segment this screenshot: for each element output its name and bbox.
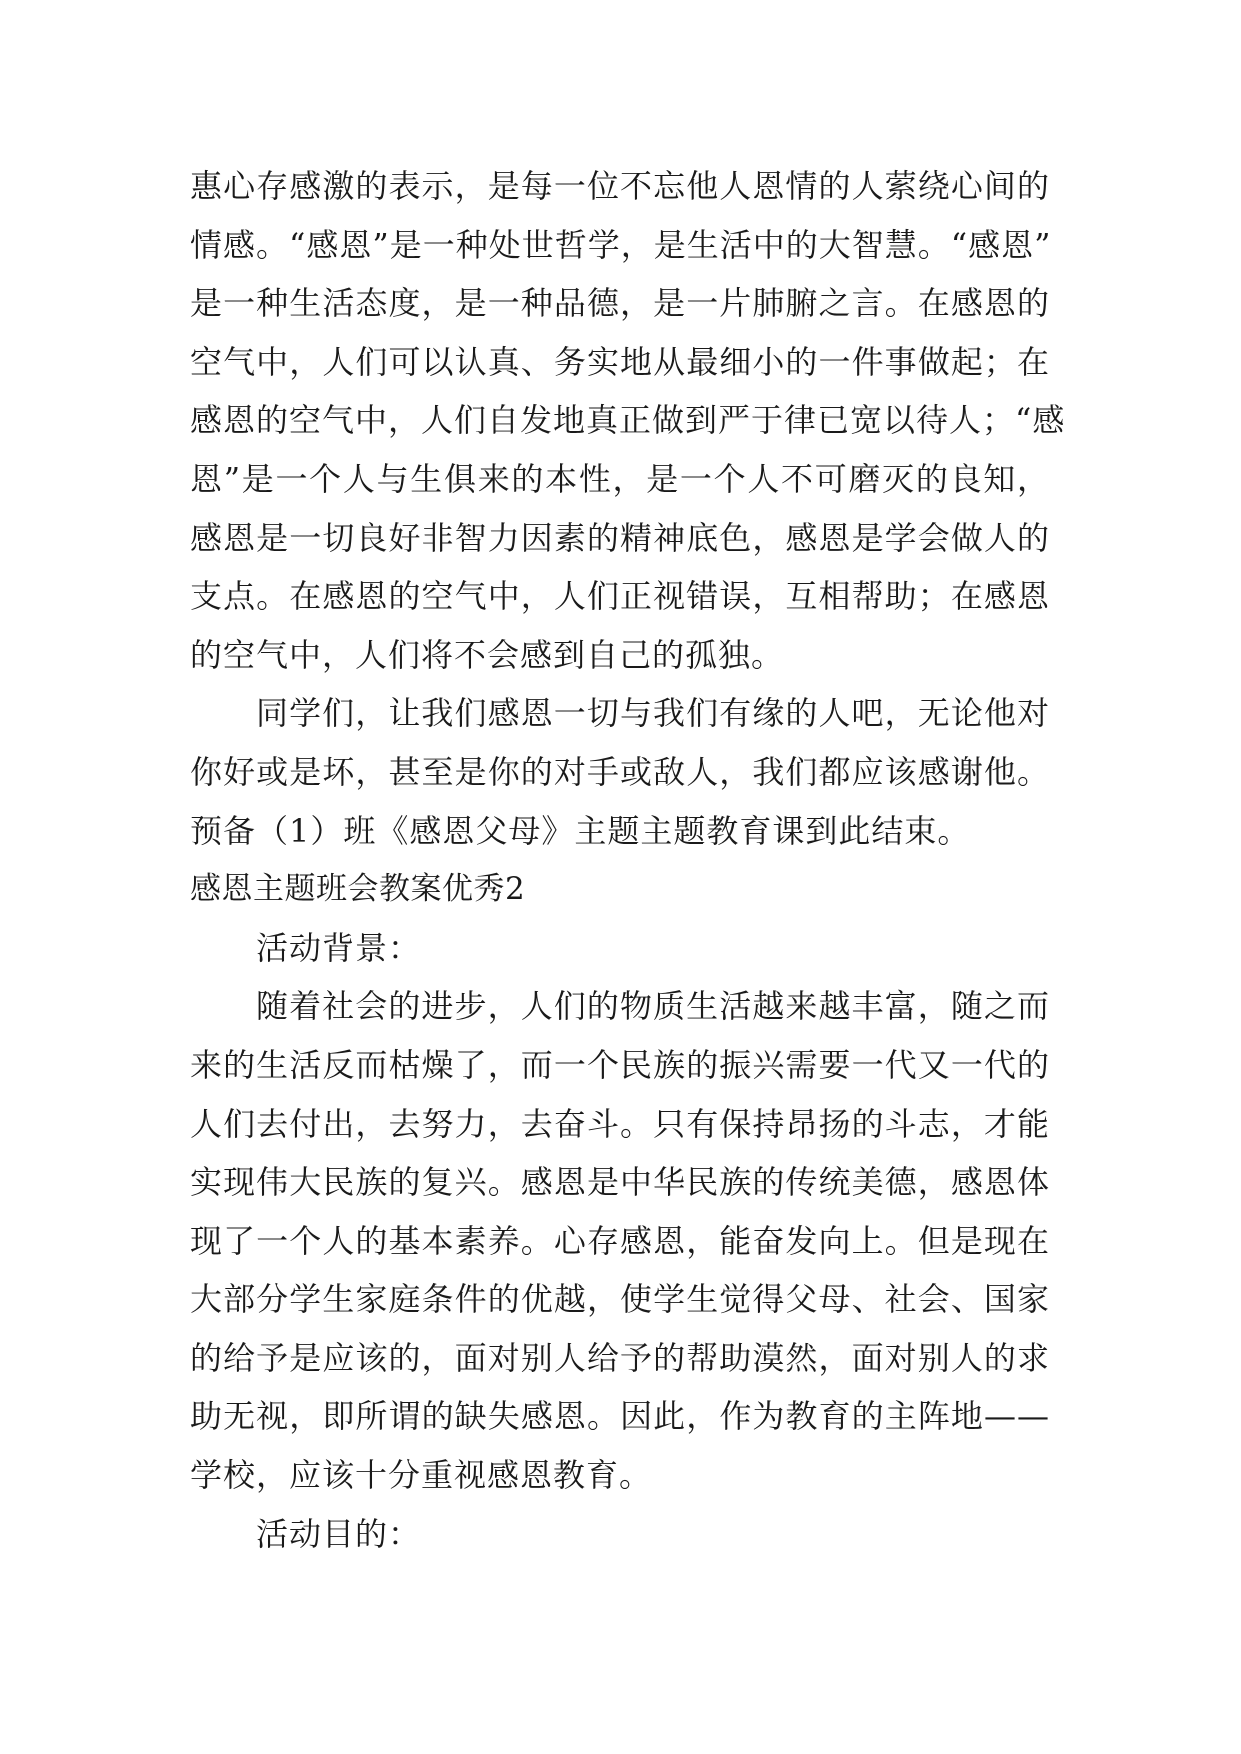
paragraph-line: 实现伟大民族的复兴。感恩是中华民族的传统美德，感恩体 <box>190 1163 1050 1202</box>
paragraph-line: 感恩是一切良好非智力因素的精神底色，感恩是学会做人的 <box>190 518 1050 557</box>
paragraph-line: 恩”是一个人与生俱来的本性，是一个人不可磨灭的良知， <box>190 459 1050 498</box>
paragraph-line: 人们去付出，去努力，去奋斗。只有保持昂扬的斗志，才能 <box>190 1104 1050 1143</box>
paragraph-line: 现了一个人的基本素养。心存感恩，能奋发向上。但是现在 <box>190 1221 1050 1260</box>
paragraph-line: 的空气中，人们将不会感到自己的孤独。 <box>190 635 785 674</box>
subheading-purpose: 活动目的： <box>256 1514 422 1553</box>
paragraph-line: 感恩的空气中，人们自发地真正做到严于律已宽以待人；“感 <box>190 401 1066 440</box>
paragraph-line: 支点。在感恩的空气中，人们正视错误，互相帮助；在感恩 <box>190 577 1050 616</box>
paragraph-line: 来的生活反而枯燥了，而一个民族的振兴需要一代又一代的 <box>190 1045 1050 1084</box>
paragraph-line: 是一种生活态度，是一种品德，是一片肺腑之言。在感恩的 <box>190 284 1050 323</box>
paragraph-line: 助无视，即所谓的缺失感恩。因此，作为教育的主阵地—— <box>190 1397 1050 1436</box>
paragraph-line: 惠心存感激的表示，是每一位不忘他人恩情的人萦绕心间的 <box>190 167 1050 205</box>
paragraph-line: 大部分学生家庭条件的优越，使学生觉得父母、社会、国家 <box>190 1280 1050 1319</box>
paragraph-line: 的给予是应该的，面对别人给予的帮助漠然，面对别人的求 <box>190 1338 1050 1377</box>
document-body <box>190 157 1066 1563</box>
paragraph-line: 随着社会的进步，人们的物质生活越来越丰富，随之而 <box>256 987 1050 1026</box>
subheading-background: 活动背景： <box>256 928 422 967</box>
paragraph-line: 你好或是坏，甚至是你的对手或敌人，我们都应该感谢他。 <box>190 752 1050 791</box>
paragraph-line: 情感。“感恩”是一种处世哲学，是生活中的大智慧。“感恩” <box>190 225 1052 264</box>
paragraph-line: 预备（1）班《感恩父母》主题主题教育课到此结束。 <box>190 811 971 850</box>
section-heading: 感恩主题班会教案优秀2 <box>190 871 526 908</box>
paragraph-line: 空气中，人们可以认真、务实地从最细小的一件事做起；在 <box>190 342 1050 381</box>
paragraph-line: 学校，应该十分重视感恩教育。 <box>190 1456 653 1495</box>
paragraph-line: 同学们，让我们感恩一切与我们有缘的人吧，无论他对 <box>256 694 1050 733</box>
